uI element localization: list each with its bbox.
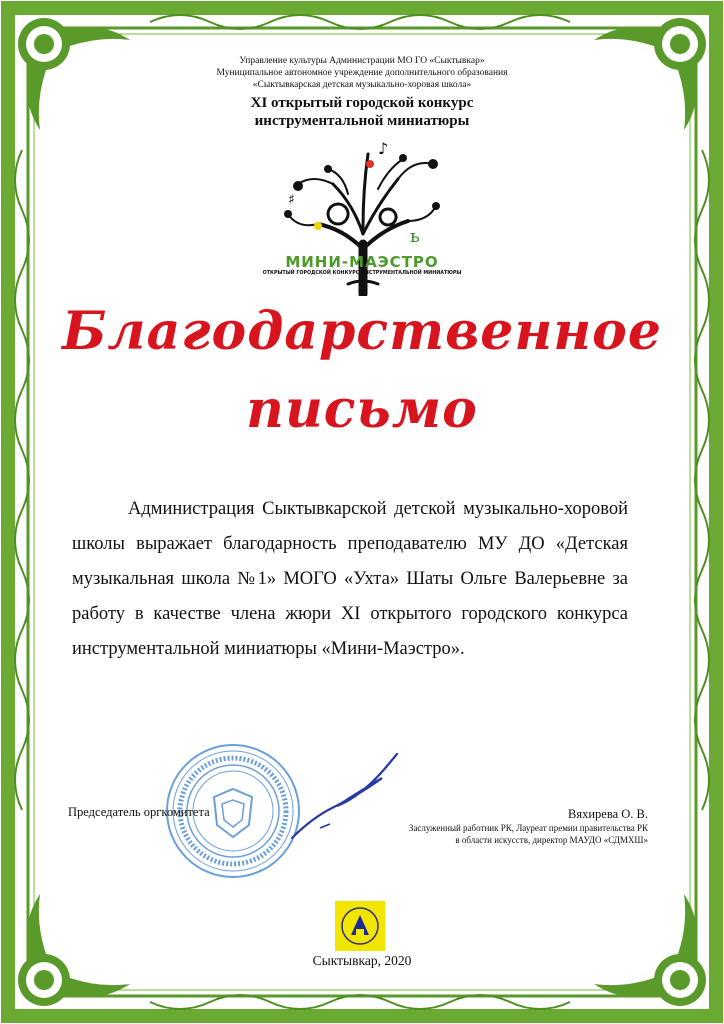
contest-line-1: XI открытый городской конкурс (250, 95, 474, 111)
svg-text:ь: ь (410, 226, 420, 247)
signatory-name: Вяхирева О. В. (568, 807, 648, 821)
title-line-2: письмо (246, 379, 478, 440)
contest-title (0, 94, 724, 130)
credentials-line-2: в области искусств, директор МАУДО «СДМХШ» (455, 835, 648, 845)
logo-title (0, 253, 724, 276)
organization-header (0, 55, 724, 91)
letter-body: Администрация Сыктывкарской детской музыкально-хоровой школы выражает благодарность преподавателю МУ ДО «Детская музыкальная школа №1» МОГО «Ухта» Шаты Ольге Валерьевне за работу в качестве члена жюри XI открытого городского конкурса инструментальной миниатюры «Мини-Маэстро». (72, 499, 628, 659)
logo-name: МИНИ-МАЭСТРО (285, 253, 439, 271)
org-line-2: Муниципальное автономное учреждение дополнительного образования (216, 68, 508, 78)
org-line-1: Управление культуры Администрации МО ГО «Сыктывкар» (239, 56, 485, 66)
city-year: Сыктывкар, 2020 (312, 953, 412, 968)
school-emblem-icon (335, 901, 385, 951)
contest-line-2: инструментальной миниатюры (254, 113, 470, 129)
signature-scribble-icon (290, 752, 414, 842)
corner-ornament-bl-icon (18, 894, 130, 1006)
credentials-line-1: Заслуженный работник РК, Лауреат премии правительства РК (408, 823, 648, 833)
org-line-3: «Сыктывкарская детская музыкально-хоровая школа» (252, 80, 472, 90)
title-line-1: Благодарственное (62, 301, 662, 362)
signatory-credentials (409, 822, 648, 846)
logo-subtitle: ОТКРЫТЫЙ ГОРОДСКОЙ КОНКУРС ИНСТРУМЕНТАЛЬНОЙ МИНИАТЮРЫ (262, 271, 462, 276)
chairman-label: Председатель оргкомитета (68, 805, 210, 819)
svg-text:♯: ♯ (288, 192, 295, 208)
svg-text:♪: ♪ (378, 139, 389, 158)
corner-ornament-br-icon (594, 894, 706, 1006)
